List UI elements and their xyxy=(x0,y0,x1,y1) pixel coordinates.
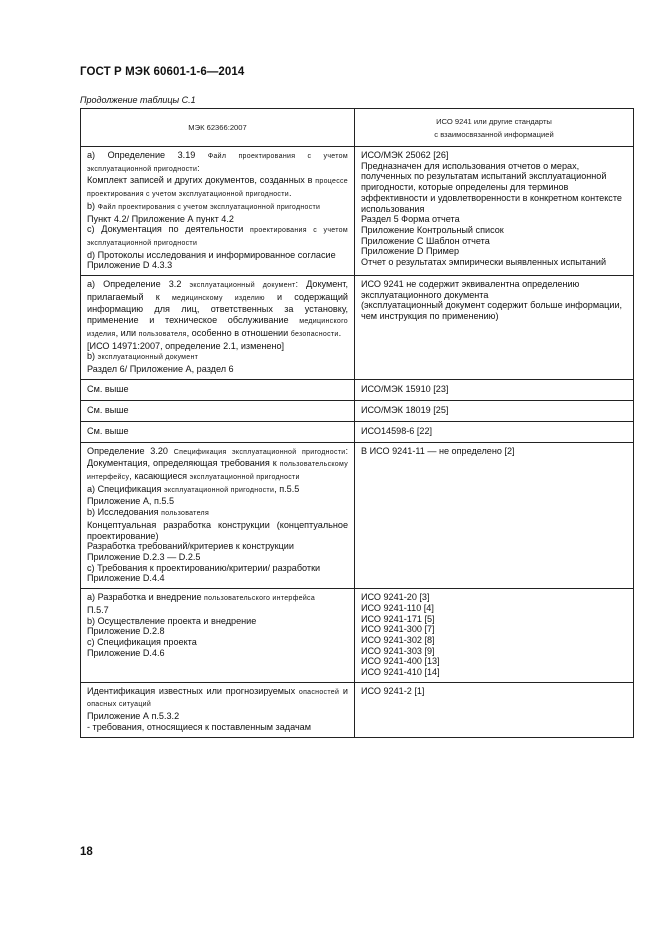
text-segment: : Документ, прилагаемый к xyxy=(87,279,348,302)
iec-cell-line xyxy=(87,351,348,364)
column-header-iec-label: МЭК 62366:2007 xyxy=(188,123,247,132)
iso-cell-line: (эксплуатационный документ содержит больше информации, чем инструкция по применению) xyxy=(361,300,623,322)
table-row xyxy=(81,682,634,737)
defined-term: опасных ситуаций xyxy=(87,701,152,709)
column-header-iso xyxy=(355,109,634,147)
iec-cell-line xyxy=(87,626,348,637)
text-segment: а) Спецификация xyxy=(87,483,164,494)
iec-cell xyxy=(81,400,355,421)
iec-cell xyxy=(81,682,355,737)
text-segment: а) Определение 3.19 xyxy=(87,150,208,160)
iec-cell-line xyxy=(87,552,348,563)
text-segment: с) Требования к проектированию/критерии/ разработки xyxy=(87,562,321,573)
iso-cell xyxy=(355,682,634,737)
iso-cell-line: ИСО 9241-171 [5] xyxy=(361,613,435,624)
iso-cell-line: Приложение С Шаблон отчета xyxy=(361,235,490,246)
text-segment: Идентификация известных или прогнозируемых xyxy=(87,685,299,696)
text-segment: , или xyxy=(115,327,139,338)
iec-cell-line xyxy=(87,592,348,605)
table-row xyxy=(81,400,634,421)
table-row xyxy=(81,147,634,276)
text-segment: Раздел 6/ Приложение А, раздел 6 xyxy=(87,363,234,374)
text-segment: : Документация, определяющая требования к xyxy=(87,445,348,469)
iec-cell-line xyxy=(87,260,348,271)
iso-cell-line: ИСО/МЭК 18019 [25] xyxy=(361,405,449,416)
iec-cell-line xyxy=(87,175,348,200)
text-segment: Приложение А п.5.3.2 xyxy=(87,711,180,722)
iso-cell xyxy=(355,400,634,421)
iec-cell-line xyxy=(87,214,348,225)
iso-cell-line: Отчет о результатах эмпирически выявленных испытаний xyxy=(361,257,607,268)
text-segment: Приложение D.4.4 xyxy=(87,573,165,584)
iec-cell xyxy=(81,589,355,683)
iso-cell xyxy=(355,276,634,380)
iso-cell-line: ИСО 9241-300 [7] xyxy=(361,624,435,635)
iso-cell-line: Приложение Контрольный список xyxy=(361,224,504,235)
iso-cell xyxy=(355,379,634,400)
iso-cell-line: ИСО 9241-20 [3] xyxy=(361,592,430,603)
text-segment: Приложение D 4.3.3 xyxy=(87,260,173,271)
page-number: 18 xyxy=(80,846,93,858)
text-segment: b) xyxy=(87,351,98,362)
table-row xyxy=(81,442,634,588)
table-header-row xyxy=(81,109,634,147)
iso-cell-line: Раздел 5 Форма отчета xyxy=(361,214,460,225)
text-segment: а) Разработка и внедрение xyxy=(87,592,205,603)
text-segment: и xyxy=(339,685,349,696)
text-segment: а) Определение 3.2 xyxy=(87,279,190,290)
iso-cell xyxy=(355,421,634,442)
column-header-iso-line1: ИСО 9241 или другие стандарты xyxy=(436,116,552,126)
iso-cell-line: В ИСО 9241-11 — не определено [2] xyxy=(361,445,515,456)
text-segment: Приложение А, п.5.5 xyxy=(87,496,175,507)
iso-cell xyxy=(355,442,634,588)
iec-cell-line xyxy=(87,446,348,484)
defined-term: Спецификация эксплуатационной пригодности xyxy=(173,448,346,456)
defined-term: эксплуатационной пригодности xyxy=(189,474,300,482)
iec-cell-line xyxy=(87,496,348,507)
iec-cell xyxy=(81,421,355,442)
text-segment: b) Исследования xyxy=(87,507,162,518)
iec-cell-line xyxy=(87,341,348,352)
text-segment: Разработка требований/критериев к конструкции xyxy=(87,541,294,552)
iec-cell-line xyxy=(87,150,348,175)
defined-term: эксплуатационный документ xyxy=(189,282,296,290)
defined-term: безопасности xyxy=(290,330,339,338)
table-row xyxy=(81,276,634,380)
text-segment: Пункт 4.2/ Приложение А пункт 4.2 xyxy=(87,213,234,224)
iec-cell-line xyxy=(87,507,348,520)
iso-cell-line: ИСО 9241-110 [4] xyxy=(361,602,434,613)
iec-cell-line xyxy=(87,541,348,552)
column-header-iec xyxy=(81,109,355,147)
defined-term: Файл проектирования с учетом эксплуатационной пригодности xyxy=(97,203,321,211)
defined-term: медицинского изделия xyxy=(87,318,348,338)
defined-term: опасностей xyxy=(298,688,340,696)
iec-cell-line xyxy=(87,616,348,627)
text-segment: с) Спецификация проекта xyxy=(87,636,197,647)
defined-term: пользователя xyxy=(161,510,210,518)
iec-cell-line xyxy=(87,250,348,261)
column-header-iso-line2: с взаимосвязанной информацией xyxy=(434,129,554,139)
text-segment: - требования, относящиеся к поставленным задачам xyxy=(87,721,311,732)
iec-cell-line xyxy=(87,224,348,249)
text-segment: Концептуальная разработка конструкции (концептуальное проектирование) xyxy=(87,519,348,541)
defined-term: проектирования с учетом эксплуатационной пригодности xyxy=(87,227,348,247)
iec-cell-line xyxy=(87,201,348,214)
iso-cell-line: ИСО14598-6 [22] xyxy=(361,426,433,437)
iso-cell-line: Предназначен для использования отчетов о мерах, полученных по результатам испытаний эксплуатационной пригодности, которые определены для терминов эффективности и удовлетворенности в конкретном контексте использования xyxy=(361,160,622,214)
text-segment: П.5.7 xyxy=(87,604,109,615)
table-row xyxy=(81,421,634,442)
text-segment: См. выше xyxy=(87,405,129,416)
iso-cell-line: ИСО 9241-410 [14] xyxy=(361,667,440,678)
iso-cell-line: ИСО/МЭК 25062 [26] xyxy=(361,150,449,160)
text-segment: b) xyxy=(87,200,98,211)
text-segment: . xyxy=(338,327,342,338)
iso-cell-line: ИСО 9241 не содержит эквивалентна определению эксплуатационного документа xyxy=(361,279,580,300)
text-segment: Приложение D.2.3 — D.2.5 xyxy=(87,551,201,562)
iec-cell-line xyxy=(87,520,348,541)
text-segment: [ИСО 14971:2007, определение 2.1, изменено] xyxy=(87,340,285,351)
iec-cell-line xyxy=(87,563,348,574)
defined-term: пользователя xyxy=(138,330,187,338)
iso-cell xyxy=(355,147,634,276)
defined-term: медицинскому изделию xyxy=(171,294,265,302)
defined-term: пользовательского интерфейса xyxy=(204,595,316,603)
defined-term: пользовательскому интерфейсу xyxy=(87,461,348,482)
iec-cell xyxy=(81,147,355,276)
defined-term: эксплуатационной пригодности xyxy=(164,486,275,494)
iec-cell-line xyxy=(87,573,348,584)
iec-cell-line xyxy=(87,605,348,616)
iec-cell-line xyxy=(87,426,348,437)
text-segment: . xyxy=(288,188,292,199)
comparison-table xyxy=(80,108,634,738)
text-segment: Приложение D.2.8 xyxy=(87,626,165,637)
text-segment: Определение 3.20 xyxy=(87,445,174,456)
text-segment: См. выше xyxy=(87,384,129,395)
iec-cell-line xyxy=(87,279,348,341)
defined-term: Файл проектирования с учетом эксплуатационной пригодности xyxy=(87,153,348,173)
iec-cell-line xyxy=(87,484,348,497)
iso-cell-line: ИСО 9241-302 [8] xyxy=(361,634,435,645)
iec-cell xyxy=(81,442,355,588)
text-segment: , касающиеся xyxy=(129,471,190,482)
text-segment: d) Протоколы исследования и информированное согласие xyxy=(87,249,336,260)
iso-cell-line: ИСО 9241-303 [9] xyxy=(361,645,435,656)
text-segment: b) Осуществление проекта и внедрение xyxy=(87,615,257,626)
defined-term: процессе проектирования с учетом эксплуатационной пригодности xyxy=(87,178,348,199)
text-segment: См. выше xyxy=(87,426,129,437)
iec-cell-line xyxy=(87,364,348,375)
iec-cell-line xyxy=(87,711,348,722)
iec-cell-line xyxy=(87,637,348,648)
text-segment: и содержащий информацию для лиц, ответственных за установку, применение и техническое обслуживание xyxy=(87,291,348,326)
text-segment: , п.5.5 xyxy=(274,483,300,494)
text-segment: : xyxy=(197,162,200,173)
table-row xyxy=(81,589,634,683)
iec-cell-line xyxy=(87,405,348,416)
iec-cell-line xyxy=(87,384,348,395)
table-row xyxy=(81,379,634,400)
iec-cell xyxy=(81,379,355,400)
defined-term: эксплуатационный документ xyxy=(97,354,199,362)
iec-cell-line xyxy=(87,648,348,659)
table-caption: Продолжение таблицы С.1 xyxy=(80,95,196,105)
iso-cell-line: ИСО/МЭК 15910 [23] xyxy=(361,384,449,395)
iso-cell-line: ИСО 9241-2 [1] xyxy=(361,685,425,696)
iec-cell-line xyxy=(87,722,348,733)
iso-cell-line: ИСО 9241-400 [13] xyxy=(361,656,440,667)
iso-cell xyxy=(355,589,634,683)
document-title: ГОСТ Р МЭК 60601-1-6—2014 xyxy=(80,66,245,78)
text-segment: Комплект записей и других документов, созданных в xyxy=(87,175,316,186)
iec-cell xyxy=(81,276,355,380)
iso-cell-line: Приложение D Пример xyxy=(361,246,459,257)
text-segment: , особенно в отношении xyxy=(186,327,291,338)
text-segment: Приложение D.4.6 xyxy=(87,647,165,658)
iec-cell-line xyxy=(87,686,348,711)
text-segment: с) Документация по деятельности xyxy=(87,224,251,235)
